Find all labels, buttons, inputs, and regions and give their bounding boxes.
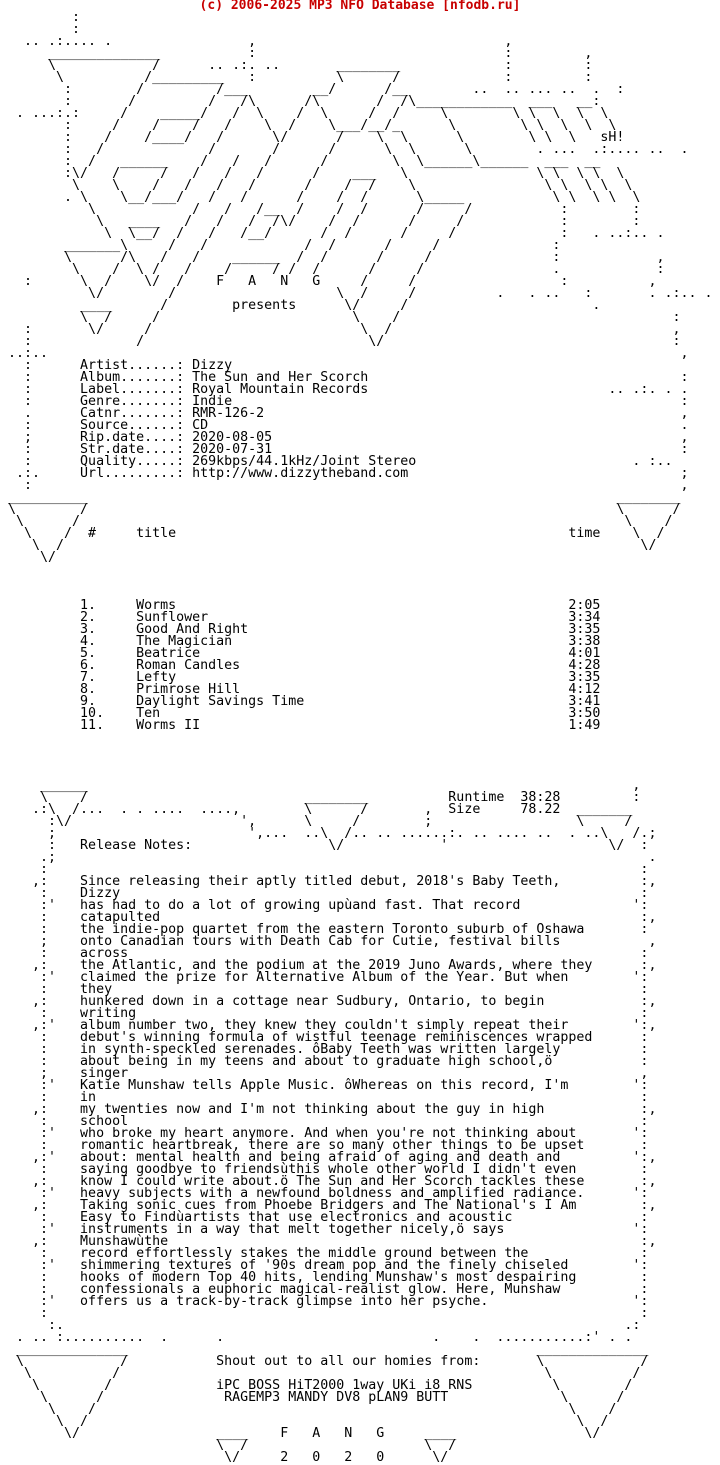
site-header-title: (c) 2006-2025 MP3 NFO Database [nfodb.ru] <box>199 0 521 13</box>
nfo-content: : : .. .:.... . , , ______________ : : , \ / .. .:. .. ________ : : \ /_________ : \ / : : : / /___ __/ /__ .. .. ... .. . : : / / /\ /\ / /\____________ ___ __: . ...:.: / _____/ / \ / \ / / \ \ \ \ \ \ : / / / / \ / \___/__/_ \ \ \ \ \ \ : / /____/ / \/ / \ \ \ \ \ \ sH! : / / / / \ \ \ . ... .:.... .. . : / ______ / / / / \ \______\______ ___ __ :\/ / / / / / / ___ \ \ \ \ \ \ \ \ / / / / / / / \ \ \ \ \ \ . \ \__/___/ / / / / / \_____ \ \ \ \ \ \ / / /__ / / / / / : : \ ____ / / / /\/ / / / / : : \ \__/ / / /__/ / / / / : . ..:.. . _______\ / / / / / / : \ /\ / / ______ / / / / : , \ / \ / / / / / / / / . : : \ / \/ / F A N G / / : , \/ / \ / / . . .. : . .:.. . ____ / presents \/ / . \ / / \ / : : \/ / \ / , : / \/ : ..:.. , : Artist......: Dizzy : Album.......: The Sun and Her Scorch : : Label.......: Royal Mountain Records .. .:. . . : Genre.......: Indie : . Catnr.......: RMR-126-2 , : Source......: CD . ; Rip.date....: 2020-08-05 , : Str.date....: 2020-07-31 : : Quality.....: 269kbps/44.1kHz/Joint Stereo . :.. .:. Url.........: http://www.dizzytheband.com ; : , __________ ________ \ / \ / \ / \ / \ / # title time \ / \ / \/ \/ 1. Worms 2:05 2. Sunflower 3:34 3. Good And Right 3:35 4. The Magician 3:38 5. Beatrice 4:01 6. Roman Candles 4:28 7. Lefty 3:35 8. Primrose Hill 4:12 9. Daylight Savings Time 3:41 10. Ten 3:50 11. Worms II 1:49 ______ , \ / ________ Runtime 38:28 : .:\ /... . . .... ...., \ / , Size 78.22 _______ :\/ ', \ / ; \ / ; ',... ..\ /.. .. ......:. .. .... .. . ..\ /.; : Release Notes: \/ ' \/ : .; . : : ,: Since releasing their aptly titled debut, 2018's Baby Teeth, :, : Dizzy : :' has had to do a lot of growing upùand fast. That record ': : catapulted :, : the indie-pop quartet from the eastern Toronto suburb of Oshawa : ; onto Canadian tours with Death Cab for Cutie, festival bills , : across : ,: the Atlantic, and the podium at the 2019 Juno Awards, where they :, :' claimed the prize for Alternative Album of the Year. But when ': : they : ,: hunkered down in a cottage near Sudbury, Ontario, to begin :, : writing : ,:' album number two, they knew they couldn't simply repeat their ':, : debut's winning formula of wistful teenage reminiscences wrapped : : in synth-speckled serenades. ôBaby Teeth was written largely : : about being in my teens and about to graduate high school,ö : ; singer , :' Katie Munshaw tells Apple Music. ôWhereas on this record, I'm ': : in : ,: my twenties now and I'm not thinking about the guy in high :, : school : :' who broke my heart anymore. And when you're not thinking about ': : romantic heartbreak, there are so many other things to be upset : ,:' about: mental health and being afraid of aging and death and ':, : saying goodbye to friendsùthis whole other world I didn't even : ,: know I could write about.ö The Sun and Her Scorch tackles these :, :' heavy subjects with a newfound boldness and amplified radiance. ': ,: Taking sonic cues from Phoebe Bridgers and The National's I Am :, : Easy to Findùartists that use electronics and acoustic : :' instruments in a way that melt together nicely,ö says ': ,: Munshawùthe :, : record effortlessly stakes the middle ground between the : :' shimmering textures of '90s dream pop and the finely chiseled ': : hooks of modern Top 40 hits, lending Munshaw's most despairing : : confessionals a euphoric magical-realist glow. Here, Munshaw : :' offers us a track-by-track glimpse into her psyche. ': : : :. .: . .. :.......... . . . . ...........:' . . ______________ ______________ \ / Shout out to all our homies from: \ / \ / \ / \ / iPC BOSS HiT2000 1way UKi i8 RNS \ / \ / RAGEMP3 MANDY DV8 pLAN9 BUTT \ / \ / \ / \ / \ / \/ ____ F A N G ____ \/ \ / \ / \/ 2 0 2 0 \/ <box>8 10 713 1465</box>
